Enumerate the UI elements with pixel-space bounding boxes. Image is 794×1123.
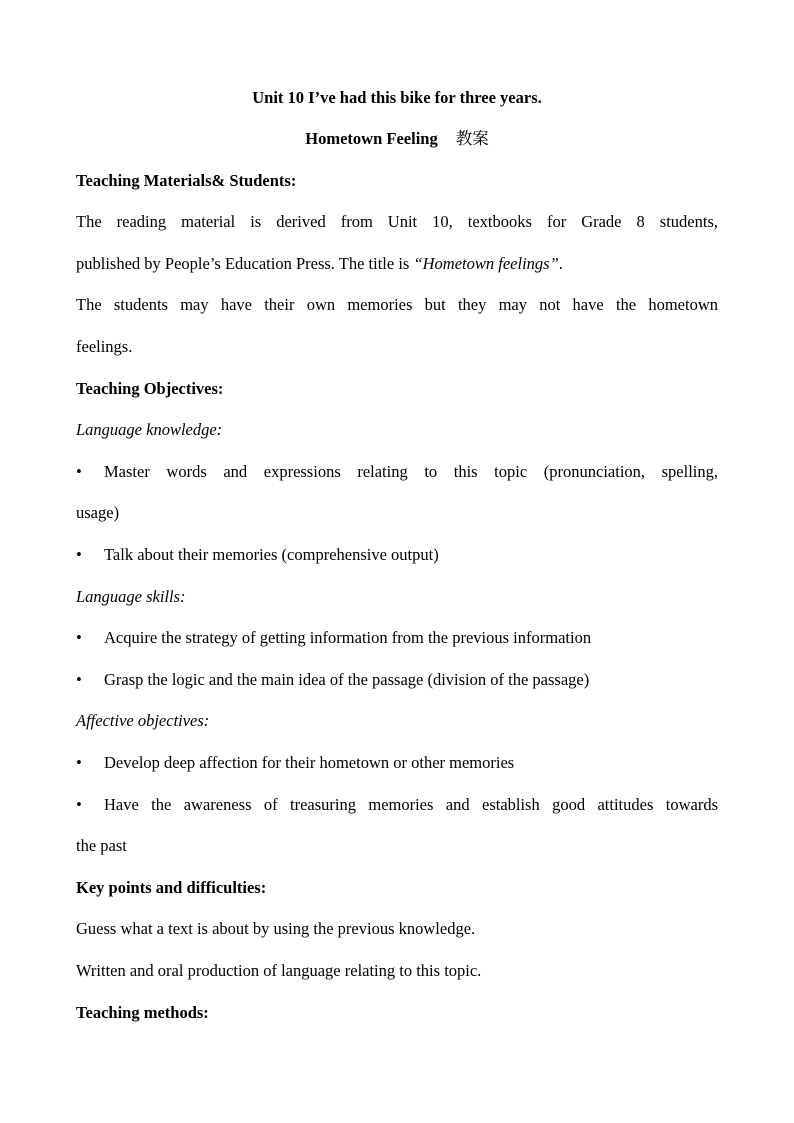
materials-p2-line1: The students may have their own memories but they may not have the hometown xyxy=(76,295,718,314)
title-chinese: 教案 xyxy=(455,129,489,148)
materials-heading: Teaching Materials& Students: xyxy=(76,171,297,190)
knowledge-item-1-cont: usage) xyxy=(76,503,120,522)
affective-item-1: • Develop deep affection for their hometown or other memories xyxy=(76,753,515,772)
bullet-icon: • xyxy=(76,795,82,814)
title-english: Hometown Feeling xyxy=(305,129,438,148)
key-points-line1: Guess what a text is about by using the previous knowledge. xyxy=(76,919,476,938)
bullet-icon: • xyxy=(76,545,82,564)
key-points-heading: Key points and difficulties: xyxy=(76,878,267,897)
bullet-icon: • xyxy=(76,462,82,481)
bullet-icon: • xyxy=(76,753,82,772)
materials-p1-end: . xyxy=(558,254,563,273)
affective-item-2: • Have the awareness of treasuring memories and establish good attitudes towards xyxy=(76,795,718,814)
materials-p2-line2: feelings. xyxy=(76,337,133,356)
skills-item-2: • Grasp the logic and the main idea of the passage (division of the passage) xyxy=(76,670,590,689)
materials-p1-line2 xyxy=(76,254,718,274)
title-line-1: Unit 10 I’ve had this bike for three years. xyxy=(252,88,542,107)
bullet-icon: • xyxy=(76,670,82,689)
knowledge-item-2: • Talk about their memories (comprehensive output) xyxy=(76,545,439,564)
knowledge-label: Language knowledge: xyxy=(76,420,223,439)
materials-p1-text: published by People’s Education Press. The title is xyxy=(76,254,414,273)
bullet-icon: • xyxy=(76,628,82,647)
objectives-heading: Teaching Objectives: xyxy=(76,379,224,398)
affective-label: Affective objectives: xyxy=(76,711,210,730)
title-line-2 xyxy=(0,129,794,149)
key-points-line2: Written and oral production of language relating to this topic. xyxy=(76,961,482,980)
knowledge-item-1: • Master words and expressions relating to this topic (pronunciation, spelling, xyxy=(76,462,718,481)
materials-title-quote: “Hometown feelings” xyxy=(413,254,559,273)
materials-p1-line1: The reading material is derived from Unit 10, textbooks for Grade 8 students, xyxy=(76,212,718,231)
skills-label: Language skills: xyxy=(76,587,186,606)
methods-heading: Teaching methods: xyxy=(76,1003,209,1022)
affective-item-2-cont: the past xyxy=(76,836,127,855)
skills-item-1: • Acquire the strategy of getting information from the previous information xyxy=(76,628,592,647)
